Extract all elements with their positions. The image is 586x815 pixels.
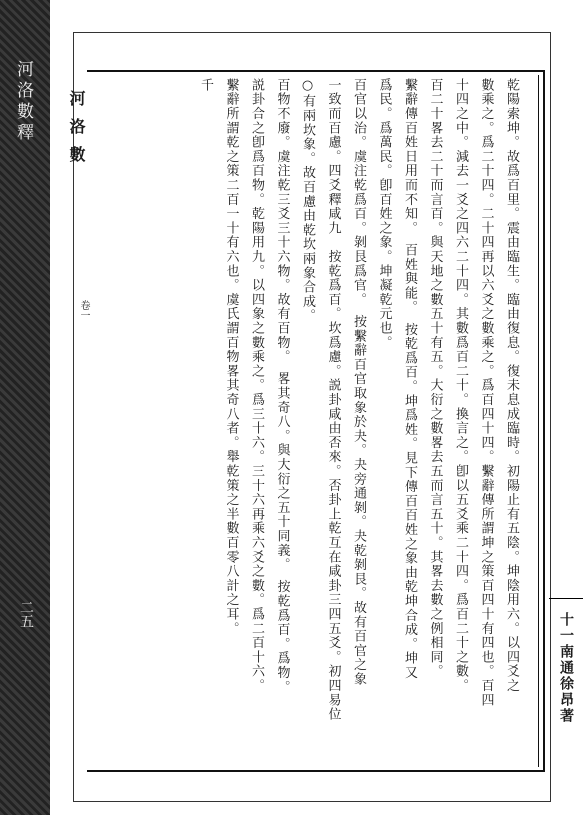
text-column: 千 [198, 78, 213, 93]
text-column: ○有兩坎象。故百慮由乾坎兩象合成。 [300, 78, 315, 324]
spine-title: 河洛數釋 [13, 60, 33, 144]
text-column: 繫辭所謂乾之策二百一十有六也。虞氏謂百物畧其奇八者。舉乾策之半數百零八計之耳。 [223, 78, 239, 636]
fold-juan: 卷一 [78, 300, 89, 320]
divider-rule [549, 598, 583, 599]
author-line [556, 612, 576, 724]
text-column: 數乘之。爲二十四。二十四再以六爻之數乘之。爲百四十四。繫辭傳所謂坤之策百四十有四也。百四 [478, 78, 494, 708]
text-column: 百官以治。虞注乾爲百。剝艮爲官。 按繫辭百官取象於夬。夬旁通剝。夬乾剝艮。故有百官之象 [351, 78, 366, 687]
author-name: 南通徐昂著 [558, 644, 574, 724]
text-column: 爲民。爲萬民。卽百姓之象。坤凝乾元也。 [376, 78, 392, 350]
text-column: 百物不廢。虞注乾三爻三十六物。故有百物。 畧其奇八。與大衍之五十同義。 按乾爲百。爲物。 [274, 78, 290, 695]
fold-title: 河洛數 [67, 90, 86, 174]
text-column: 説卦合之卽爲百物。乾陽用九。以四象之數乘之。爲三十六。三十六再乘六爻之數。爲二百十六。 [249, 78, 264, 693]
text-column: 繫辭傳百姓日用而不知。 百姓與能。 按乾爲百。坤爲姓。見下傳百百姓之象由乾坤合成。坤又 [402, 78, 417, 680]
text-body [98, 78, 524, 753]
book-spine [0, 0, 50, 815]
text-column: 乾陽索坤。故爲百里。震由臨生。臨由復息。復未息成臨時。初陽止有五陰。坤陰用六。以四爻之 [504, 78, 519, 693]
spine-page-number: 二五 [18, 600, 34, 628]
text-column: 百二十畧去二十而言百。與天地之數五十有五。大衍之數畧去五而言五十。其畧去數之例相同。 [427, 78, 443, 679]
text-column: 十四之中。減去一爻之四六二十四。其數爲百二十。換言之。卽以五爻乘二十四。爲百二十之數。 [453, 78, 468, 693]
page-label: 十一 [558, 612, 574, 644]
text-column: 一致而百慮。四爻釋咸九 按乾爲百。坎爲慮。説卦咸由否來。否卦上乾互在咸卦三四五爻。初四易位 [325, 78, 341, 722]
